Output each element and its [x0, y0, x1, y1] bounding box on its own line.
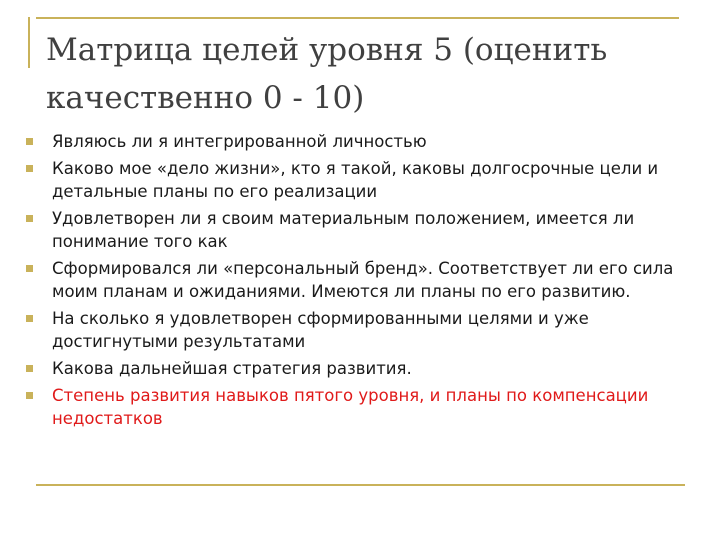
bullet-list — [24, 130, 714, 430]
slide-title — [46, 26, 686, 122]
bullet-text: На сколько я удовлетворен сформированными целями и уже достигнутыми результатами — [52, 309, 589, 351]
bullet-text: Степень развития навыков пятого уровня, и планы по компенсации недостатков — [52, 386, 649, 428]
bullet-item — [24, 130, 714, 153]
square-bullet-icon — [26, 365, 33, 372]
frame-left-line — [28, 17, 30, 68]
bullet-item — [24, 357, 714, 380]
frame-bottom-line — [36, 484, 685, 486]
bullet-item — [24, 257, 714, 303]
square-bullet-icon — [26, 315, 33, 322]
slide-title-line-2: качественно 0 - 10) — [46, 80, 365, 116]
bullet-item — [24, 307, 714, 353]
square-bullet-icon — [26, 265, 33, 272]
bullet-text: Являюсь ли я интегрированной личностью — [52, 132, 427, 151]
frame-top-line — [36, 17, 679, 19]
bullet-text: Сформировался ли «персональный бренд». Соответствует ли его сила моим планам и ожиданиями. Имеются ли планы по его развитию. — [52, 259, 674, 301]
bullet-item-highlighted — [24, 384, 714, 430]
square-bullet-icon — [26, 138, 33, 145]
bullet-text: Удовлетворен ли я своим материальным положением, имеется ли понимание того как — [52, 209, 635, 251]
bullet-item — [24, 207, 714, 253]
bullet-item — [24, 157, 714, 203]
bullet-text: Какова дальнейшая стратегия развития. — [52, 359, 412, 378]
slide-title-line-1: Матрица целей уровня 5 (оценить — [46, 32, 608, 68]
square-bullet-icon — [26, 165, 33, 172]
square-bullet-icon — [26, 392, 33, 399]
square-bullet-icon — [26, 215, 33, 222]
bullet-text: Каково мое «дело жизни», кто я такой, каковы долгосрочные цели и детальные планы по его реализации — [52, 159, 659, 201]
